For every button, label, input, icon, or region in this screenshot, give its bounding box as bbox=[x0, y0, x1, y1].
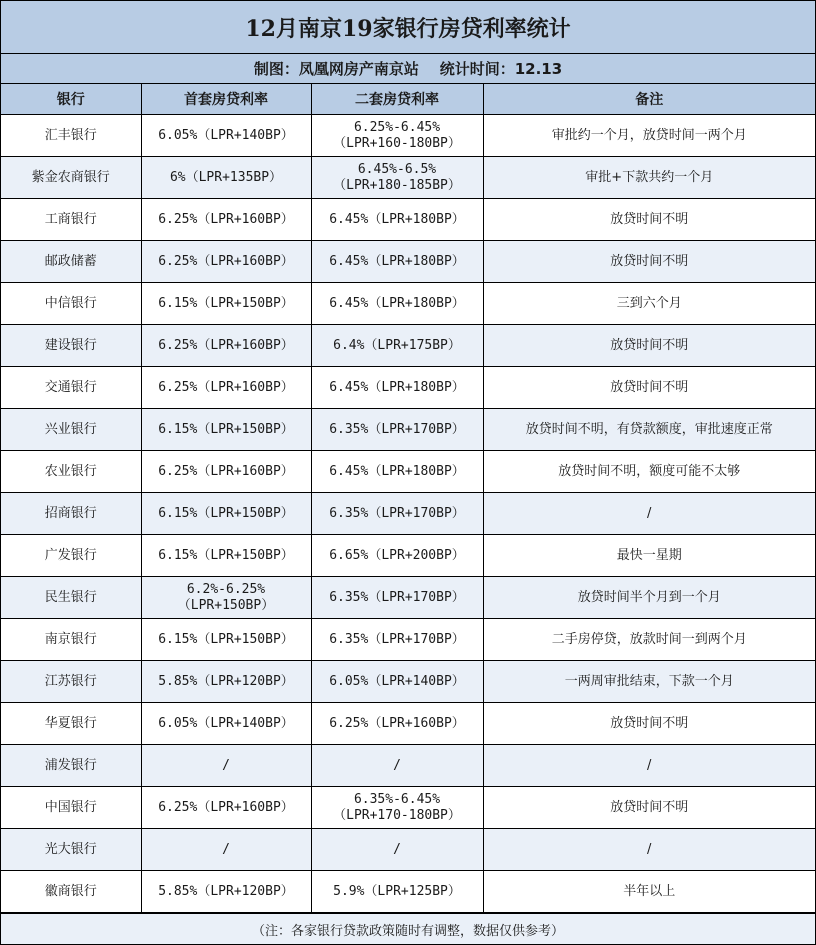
note-cell: 放贷时间不明 bbox=[483, 241, 815, 283]
first-home-rate-cell: 6.15%（LPR+150BP） bbox=[141, 283, 311, 325]
table-row bbox=[1, 199, 815, 241]
second-home-rate-cell: 6.45%（LPR+180BP） bbox=[311, 241, 483, 283]
table-subtitle: 制图：凤凰网房产南京站 统计时间：12.13 bbox=[1, 54, 815, 84]
note-cell: 放贷时间半个月到一个月 bbox=[483, 577, 815, 619]
table-row bbox=[1, 745, 815, 787]
note-cell: 审批+下款共约一个月 bbox=[483, 157, 815, 199]
second-home-rate-cell: 6.45%（LPR+180BP） bbox=[311, 199, 483, 241]
first-home-rate-cell: 6.15%（LPR+150BP） bbox=[141, 535, 311, 577]
first-home-rate-cell: 6.25%（LPR+160BP） bbox=[141, 241, 311, 283]
second-home-rate-cell: 6.35%（LPR+170BP） bbox=[311, 619, 483, 661]
table-row bbox=[1, 619, 815, 661]
second-home-rate-cell: 6.65%（LPR+200BP） bbox=[311, 535, 483, 577]
note-cell: 放贷时间不明，有贷款额度，审批速度正常 bbox=[483, 409, 815, 451]
table-row bbox=[1, 451, 815, 493]
first-home-rate-cell: / bbox=[141, 829, 311, 871]
rate-table bbox=[1, 84, 815, 913]
table-row bbox=[1, 283, 815, 325]
second-home-rate-cell: 6.45%（LPR+180BP） bbox=[311, 451, 483, 493]
first-home-rate-cell: 6.15%（LPR+150BP） bbox=[141, 409, 311, 451]
first-home-rate-cell: 6.25%（LPR+160BP） bbox=[141, 367, 311, 409]
first-home-rate-cell: 5.85%（LPR+120BP） bbox=[141, 871, 311, 913]
bank-name-cell: 建设银行 bbox=[1, 325, 141, 367]
second-home-rate-cell: 6.4%（LPR+175BP） bbox=[311, 325, 483, 367]
note-cell: 放贷时间不明 bbox=[483, 703, 815, 745]
first-home-rate-cell: 6.05%（LPR+140BP） bbox=[141, 703, 311, 745]
bank-name-cell: 招商银行 bbox=[1, 493, 141, 535]
bank-name-cell: 紫金农商银行 bbox=[1, 157, 141, 199]
note-cell: 放贷时间不明 bbox=[483, 787, 815, 829]
note-cell: 放贷时间不明 bbox=[483, 367, 815, 409]
header-second-home-rate: 二套房贷利率 bbox=[311, 84, 483, 115]
table-row bbox=[1, 661, 815, 703]
first-home-rate-cell: 6.2%-6.25% （LPR+150BP） bbox=[141, 577, 311, 619]
second-home-rate-cell: 6.35%（LPR+170BP） bbox=[311, 577, 483, 619]
note-cell: 审批约一个月，放贷时间一两个月 bbox=[483, 115, 815, 157]
table-row bbox=[1, 703, 815, 745]
table-row bbox=[1, 829, 815, 871]
table-row bbox=[1, 157, 815, 199]
table-row bbox=[1, 241, 815, 283]
first-home-rate-cell: 6%（LPR+135BP） bbox=[141, 157, 311, 199]
table-row bbox=[1, 535, 815, 577]
header-bank: 银行 bbox=[1, 84, 141, 115]
bank-name-cell: 民生银行 bbox=[1, 577, 141, 619]
table-row bbox=[1, 577, 815, 619]
bank-name-cell: 工商银行 bbox=[1, 199, 141, 241]
note-cell: 最快一星期 bbox=[483, 535, 815, 577]
first-home-rate-cell: 6.15%（LPR+150BP） bbox=[141, 493, 311, 535]
bank-name-cell: 江苏银行 bbox=[1, 661, 141, 703]
bank-name-cell: 邮政储蓄 bbox=[1, 241, 141, 283]
second-home-rate-cell: / bbox=[311, 745, 483, 787]
table-row bbox=[1, 325, 815, 367]
bank-name-cell: 中信银行 bbox=[1, 283, 141, 325]
table-row bbox=[1, 871, 815, 913]
first-home-rate-cell: 6.25%（LPR+160BP） bbox=[141, 199, 311, 241]
table-row bbox=[1, 493, 815, 535]
bank-name-cell: 徽商银行 bbox=[1, 871, 141, 913]
second-home-rate-cell: 5.9%（LPR+125BP） bbox=[311, 871, 483, 913]
note-cell: 三到六个月 bbox=[483, 283, 815, 325]
table-title: 12月南京19家银行房贷利率统计 bbox=[1, 1, 815, 54]
first-home-rate-cell: 6.25%（LPR+160BP） bbox=[141, 325, 311, 367]
table-row bbox=[1, 115, 815, 157]
table-row bbox=[1, 787, 815, 829]
second-home-rate-cell: 6.35%-6.45% （LPR+170-180BP） bbox=[311, 787, 483, 829]
header-note: 备注 bbox=[483, 84, 815, 115]
table-body bbox=[1, 115, 815, 913]
second-home-rate-cell: 6.35%（LPR+170BP） bbox=[311, 493, 483, 535]
table-footer-note: （注：各家银行贷款政策随时有调整，数据仅供参考） bbox=[1, 913, 815, 944]
bank-name-cell: 华夏银行 bbox=[1, 703, 141, 745]
bank-name-cell: 浦发银行 bbox=[1, 745, 141, 787]
header-first-home-rate: 首套房贷利率 bbox=[141, 84, 311, 115]
bank-name-cell: 南京银行 bbox=[1, 619, 141, 661]
bank-name-cell: 交通银行 bbox=[1, 367, 141, 409]
second-home-rate-cell: 6.45%（LPR+180BP） bbox=[311, 367, 483, 409]
second-home-rate-cell: 6.45%（LPR+180BP） bbox=[311, 283, 483, 325]
note-cell: 放贷时间不明 bbox=[483, 199, 815, 241]
first-home-rate-cell: 6.25%（LPR+160BP） bbox=[141, 787, 311, 829]
second-home-rate-cell: 6.45%-6.5% （LPR+180-185BP） bbox=[311, 157, 483, 199]
note-cell: 半年以上 bbox=[483, 871, 815, 913]
table-row bbox=[1, 409, 815, 451]
header-row bbox=[1, 84, 815, 115]
note-cell: / bbox=[483, 829, 815, 871]
note-cell: 放贷时间不明 bbox=[483, 325, 815, 367]
table-row bbox=[1, 367, 815, 409]
bank-name-cell: 兴业银行 bbox=[1, 409, 141, 451]
note-cell: 一两周审批结束，下款一个月 bbox=[483, 661, 815, 703]
note-cell: 二手房停贷，放款时间一到两个月 bbox=[483, 619, 815, 661]
first-home-rate-cell: 6.15%（LPR+150BP） bbox=[141, 619, 311, 661]
note-cell: 放贷时间不明，额度可能不太够 bbox=[483, 451, 815, 493]
bank-name-cell: 光大银行 bbox=[1, 829, 141, 871]
first-home-rate-cell: / bbox=[141, 745, 311, 787]
first-home-rate-cell: 5.85%（LPR+120BP） bbox=[141, 661, 311, 703]
note-cell: / bbox=[483, 493, 815, 535]
note-cell: / bbox=[483, 745, 815, 787]
second-home-rate-cell: 6.05%（LPR+140BP） bbox=[311, 661, 483, 703]
second-home-rate-cell: 6.25%-6.45% （LPR+160-180BP） bbox=[311, 115, 483, 157]
first-home-rate-cell: 6.05%（LPR+140BP） bbox=[141, 115, 311, 157]
second-home-rate-cell: 6.25%（LPR+160BP） bbox=[311, 703, 483, 745]
bank-name-cell: 中国银行 bbox=[1, 787, 141, 829]
second-home-rate-cell: / bbox=[311, 829, 483, 871]
first-home-rate-cell: 6.25%（LPR+160BP） bbox=[141, 451, 311, 493]
bank-name-cell: 广发银行 bbox=[1, 535, 141, 577]
bank-name-cell: 农业银行 bbox=[1, 451, 141, 493]
bank-name-cell: 汇丰银行 bbox=[1, 115, 141, 157]
second-home-rate-cell: 6.35%（LPR+170BP） bbox=[311, 409, 483, 451]
